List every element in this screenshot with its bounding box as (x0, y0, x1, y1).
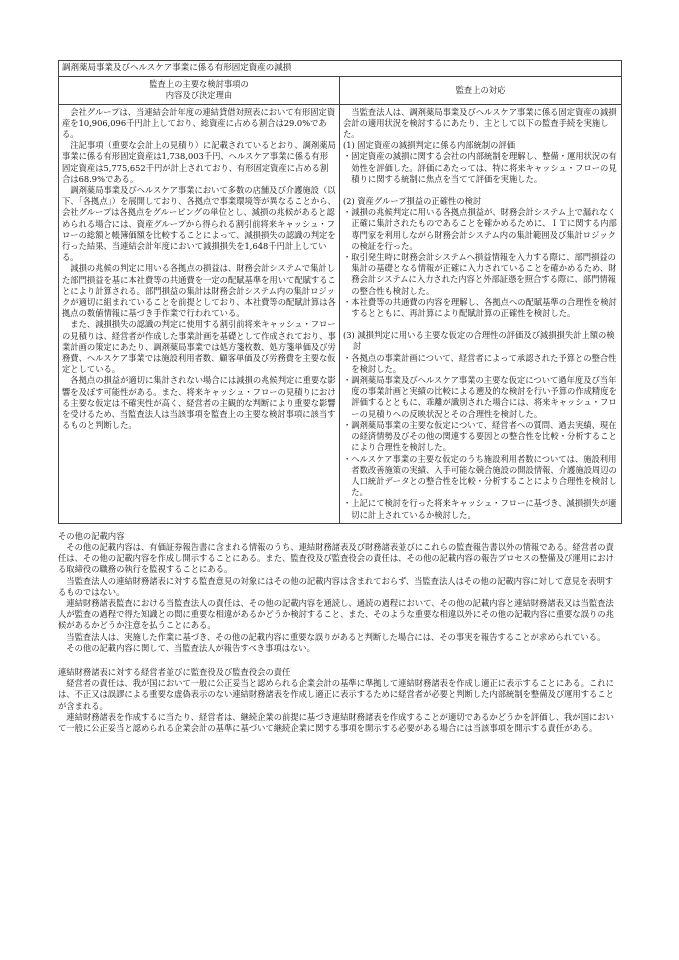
responsibility-title: 連結財務諸表に対する経営者並びに監査役及び監査役会の責任 (58, 666, 291, 677)
response-heading: (3) 減損判定に用いる主要な仮定の合理性の評価及び減損損失計上額の検討 (343, 330, 615, 352)
response-bullet: ・調剤薬局事業及びヘルスケア事業の主要な仮定について過年度及び当年度の事業計画と実績の比較による遡及的な検討を行い予算の作成精度を評価するとともに、乖離が識別された場合には、将来キャッシュ・フローの見積りへの反映状況とその合理性を検討した。 (343, 375, 617, 419)
left-header-line-2: 内容及び決定理由 (165, 90, 233, 101)
other-info-paragraph: その他の記載内容は、有価証券報告書に含まれる情報のうち、連結財務諸表及び財務諸表並びにこれらの監査報告書以外の情報である。経営者の責任は、その他の記載内容を作成し開示することにある。また、監査役及び監査役会の責任は、その他の記載内容の報告プロセスの整備及び運用における取締役の職務の執行を監視することにある。 (58, 541, 614, 575)
left-header-line-1: 監査上の主要な検討事項の (149, 79, 249, 90)
response-bullet: ・減損の兆候判定に用いる各拠点損益が、財務会計システム上で漏れなく正確に集計されたものであることを確かめるために、ＩＴに関する内部専門家を利用しながら財務会計システム内の集計範囲及び集計ロジックの検証を行った。 (343, 207, 617, 251)
audit-response-cell (340, 104, 622, 523)
kam-paragraph: 注記事項（重要な会計上の見積り）に記載されているとおり、調剤薬局事業に係る有形固定資産は1,738,003千円、ヘルスケア事業に係る有形固定資産は5,775,652千円が計上されており、有形固定資産に占める割合は68.9%である。 (62, 140, 336, 184)
kam-paragraph: 会社グループは、当連結会計年度の連結貸借対照表において有形固定資産を10,906,096千円計上しており、総資産に占める割合は29.0%である。 (62, 106, 336, 140)
responsibility-section (58, 667, 621, 734)
response-bullet: ・各拠点の事業計画について、経営者によって承認された予算との整合性を検討した。 (343, 352, 617, 374)
key-audit-matter-table (58, 60, 622, 524)
responsibility-paragraph: 連結財務諸表を作成するに当たり、経営者は、継続企業の前提に基づき連結財務諸表を作成することが適切であるかどうかを評価し、我が国において一般に公正妥当と認められる企業会計の基準に基づいて継続企業に関する事項を開示する必要がある場合には当該事項を開示する責任がある。 (58, 711, 614, 733)
other-info-paragraph: 当監査法人の連結財務諸表に対する監査意見の対象にはその他の記載内容は含まれておらず、当監査法人はその他の記載内容に対して意見を表明するものではない。 (58, 575, 614, 597)
response-heading: (1) 固定資産の減損判定に係る内部統制の評価 (343, 140, 516, 151)
response-heading: (2) 資産グループ損益の正確性の検討 (343, 196, 482, 207)
audit-report-page (58, 60, 621, 734)
kam-paragraph: また、減損損失の認識の判定に使用する割引前将来キャッシュ・フローの見積りは、経営者が作成した事業計画を基礎として作成されており、事業計画の策定にあたり、調剤薬局事業では処方箋枚数、処方箋単価及び労務費、ヘルスケア事業では施設利用者数、顧客単価及び労務費を主要な仮定としている。 (62, 319, 336, 375)
kam-paragraph: 調剤薬局事業及びヘルスケア事業において多数の店舗及び介護施設（以下、「各拠点」）を展開しており、各拠点で事業環境等が異なることから、会社グループは各拠点をグルーピングの単位とし、減損の兆候があると認められる場合には、資産グループから得られる割引前将来キャッシュ・フローの総額と帳簿価額を比較することによって、減損損失の認識の判定を行った結果、当連結会計年度において減損損失を1,648千円計上している。 (62, 185, 336, 263)
response-bullet: ・固定資産の減損に関する会社の内部統制を理解し、整備・運用状況の有効性を評価した。評価にあたっては、特に将来キャッシュ・フローの見積りに関する統制に焦点を当てて評価を実施した。 (343, 151, 617, 184)
response-bullet: ・本社費等の共通費の内容を理解し、各拠点への配賦基準の合理性を検討するとともに、再計算により配賦計算の正確性を検討した。 (343, 296, 617, 319)
other-info-paragraph: 連結財務諸表監査における当監査法人の責任は、その他の記載内容を通読し、通読の過程において、その他の記載内容と連結財務諸表又は当監査法人が監査の過程で得た知識との間に重要な相違があるかどうか検討すること、また、そのような重要な相違以外にその他の記載内容に重要な誤りの兆候があるかどうか注意を払うことにある。 (58, 597, 614, 631)
response-bullet: ・ヘルスケア事業の主要な仮定のうち施設利用者数については、施設利用者数改善施策の実績、入手可能な競合施設の開設情報、介護施設周辺の人口統計データとの整合性を比較・分析することにより合理性を検討した。 (343, 453, 617, 498)
responsibility-paragraph: 経営者の責任は、我が国において一般に公正妥当と認められる企業会計の基準に準拠して連結財務諸表を作成し適正に表示することにある。これには、不正又は誤謬による重要な虚偽表示のない連結財務諸表を作成し適正に表示するために経営者が必要と判断した内部統制を整備及び運用することが含まれる。 (58, 678, 614, 711)
kam-description-cell (59, 104, 340, 523)
response-bullet: ・調剤薬局事業の主要な仮定について、経営者への質問、過去実績、現在の経済情勢及びその他の関連する要因との整合性を比較・分析することにより合理性を検討した。 (343, 419, 617, 453)
right-column-header: 監査上の対応 (340, 77, 622, 104)
response-intro: 当監査法人は、調剤薬局事業及びヘルスケア事業に係る固定資産の減損会計の適用状況を検討するにあたり、主として以下の監査手続を実施した。 (343, 106, 617, 140)
other-info-title: その他の記載内容 (58, 530, 125, 541)
other-info-paragraph: 当監査法人は、実施した作業に基づき、その他の記載内容に重要な誤りがあると判断した場合には、その事実を報告することが求められている。 (66, 631, 606, 642)
other-information-section (58, 531, 621, 654)
response-bullet: ・取引発生時に財務会計システムへ損益情報を入力する際に、部門損益の集計の基礎となる情報が正確に入力されていることを確かめるため、財務会計システムに入力された内容と外部証憑を照合する際に、部門情報の整合性も検討した。 (343, 252, 617, 296)
kam-paragraph: 減損の兆候の判定に用いる各拠点の損益は、財務会計システムで集計した部門損益を基に本社費等の共通費を一定の配賦基準を用いて配賦することにより計算される。部門損益の集計は財務会計システム内の集計ロジックが適切に組まれていることを前提としており、本社費等の配賦計算は各拠点の数値情報に基づき手作業で行われている。 (62, 263, 336, 319)
kam-title: 調剤薬局事業及びヘルスケア事業に係る有形固定資産の減損 (59, 61, 622, 77)
other-info-paragraph: その他の記載内容に関して、当監査法人が報告すべき事項はない。 (66, 642, 315, 653)
kam-paragraph: 各拠点の損益が適切に集計されない場合には減損の兆候判定に重要な影響を及ぼす可能性がある。また、将来キャッシュ・フローの見積りにおける主要な仮定は不確実性が高く、経営者の主観的な判断により重要な影響を受けるため、当監査法人は当該事項を監査上の主要な検討事項に該当するものと判断した。 (62, 375, 336, 431)
left-column-header (59, 77, 340, 104)
response-bullet: ・上記にて検討を行った将来キャッシュ・フローに基づき、減損損失が適切に計上されているか検討した。 (343, 498, 617, 520)
